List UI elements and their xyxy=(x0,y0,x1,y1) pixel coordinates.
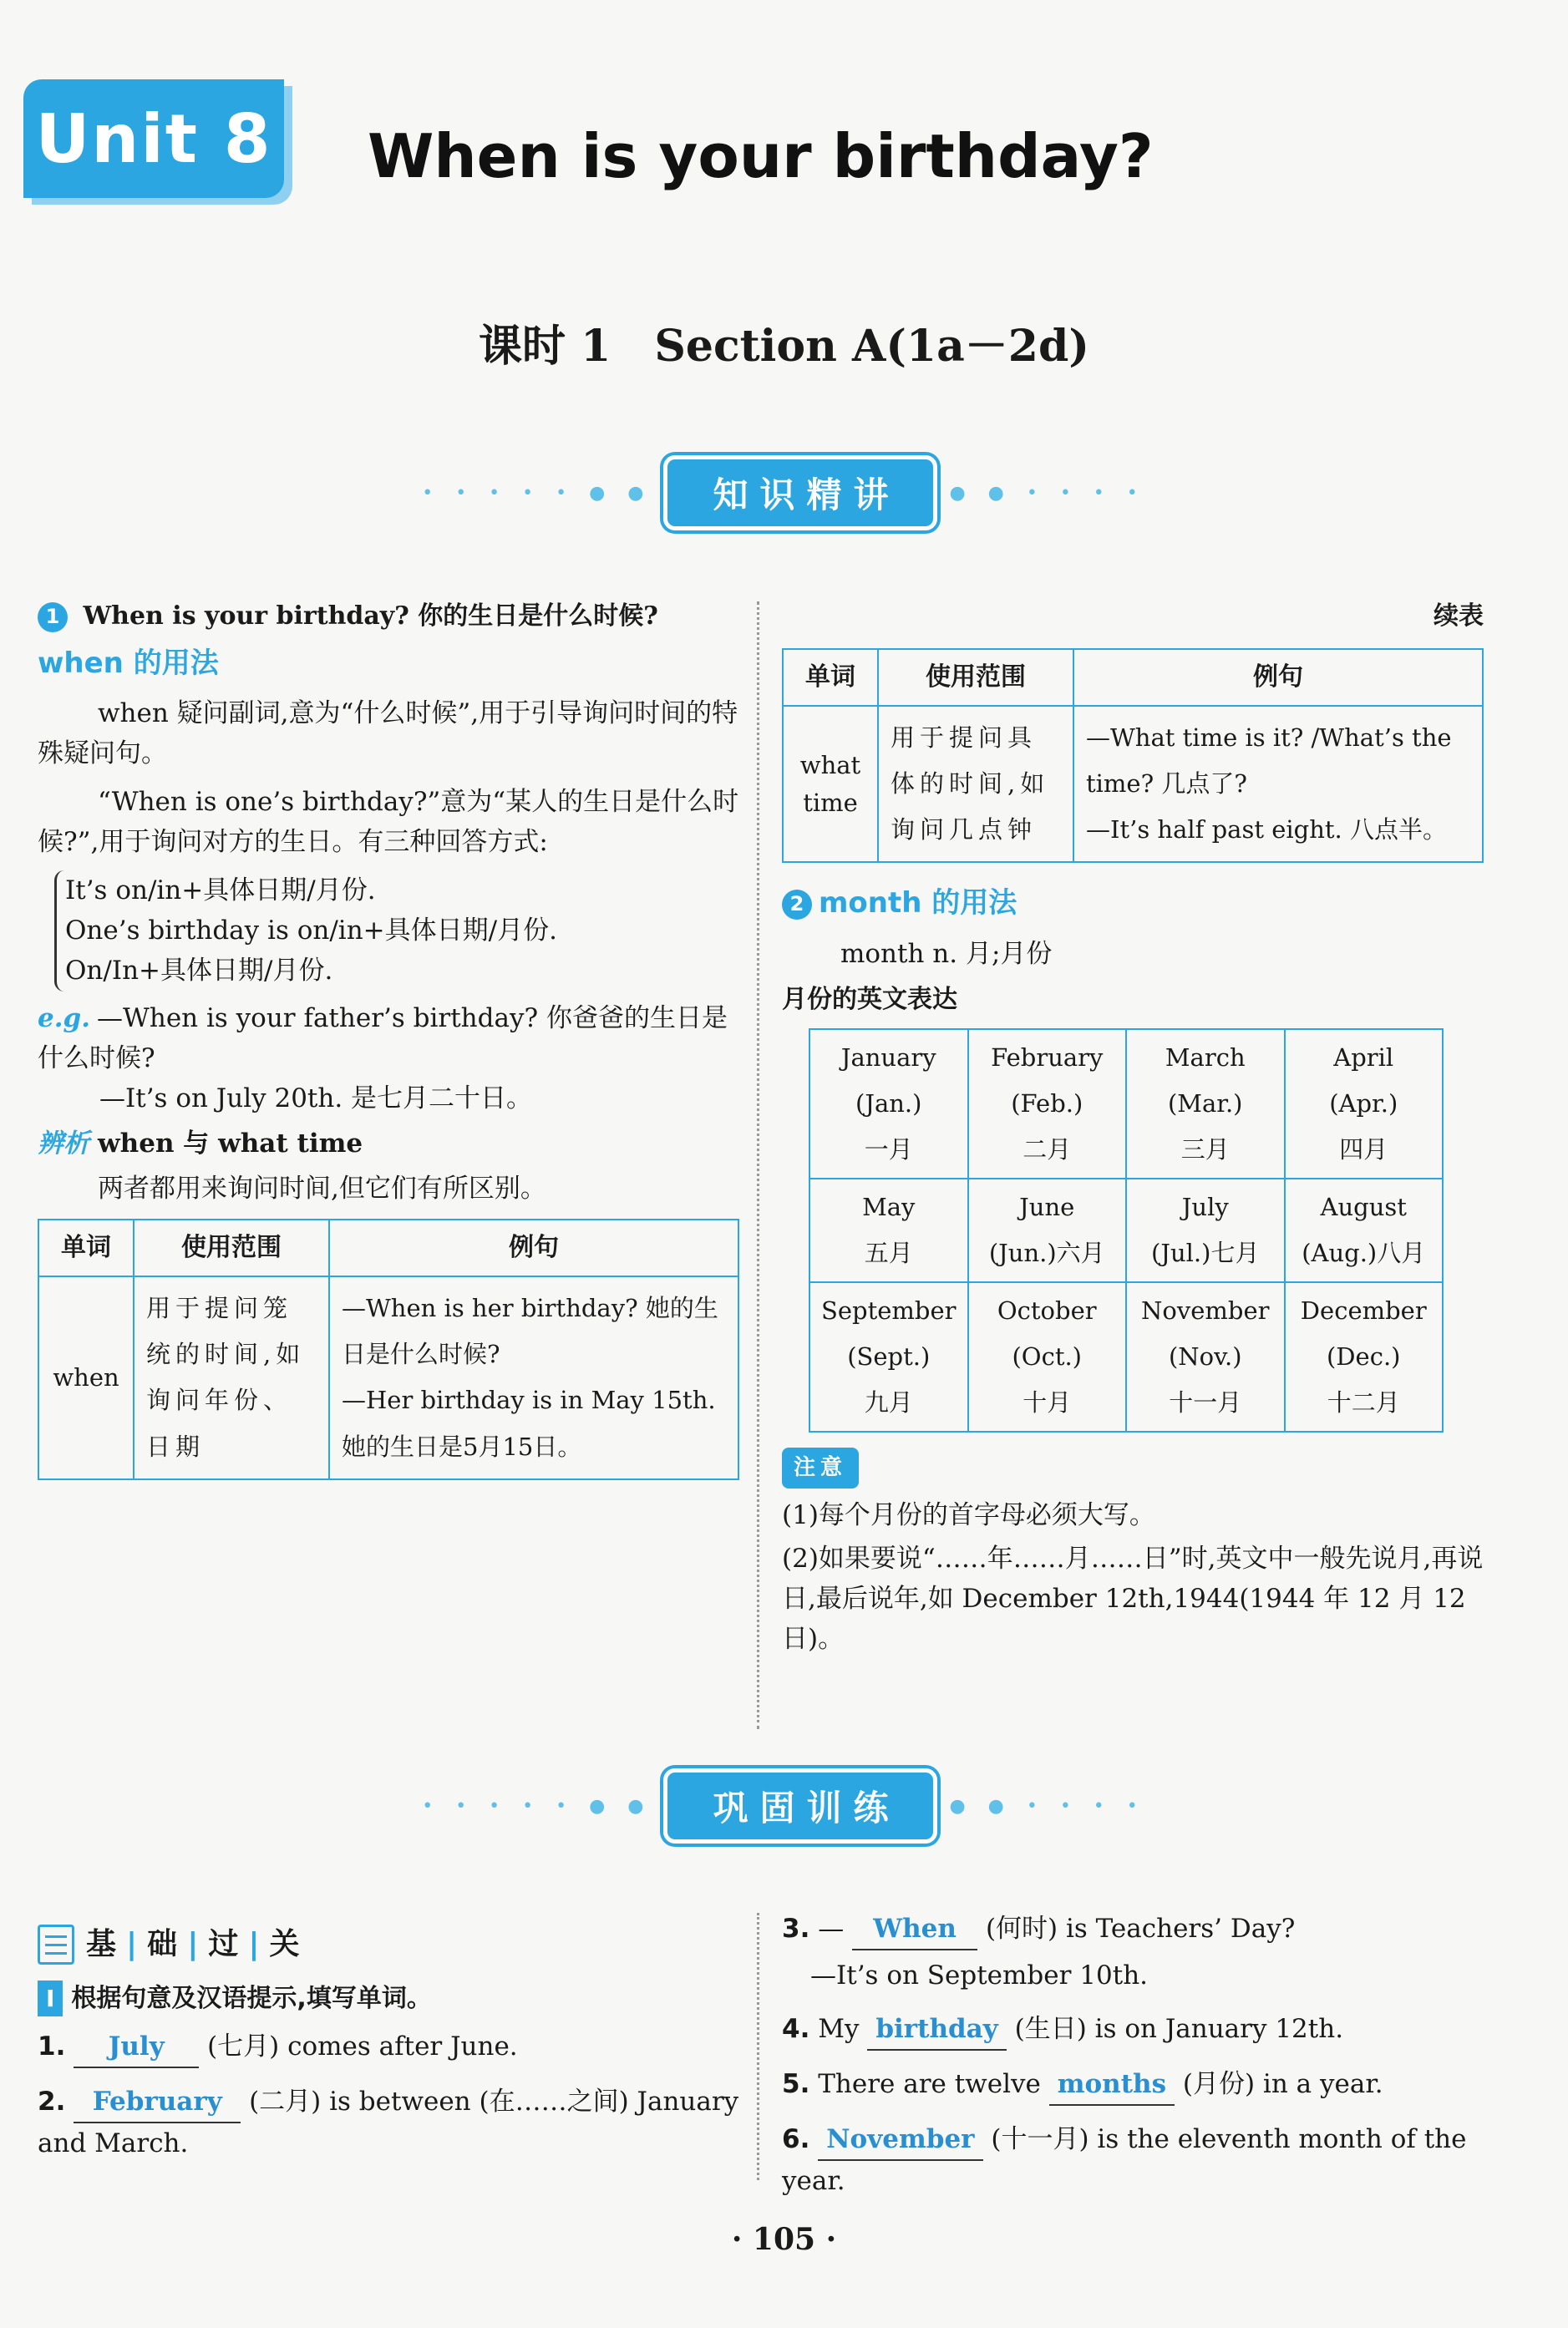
example-answer: —It’s on July 20th. 是七月二十日。 xyxy=(99,1083,533,1113)
answer-blank[interactable]: July xyxy=(74,2026,199,2068)
month-cell: December (Dec.) 十二月 xyxy=(1285,1282,1444,1432)
banner-dots-left: • • • • • ● ● xyxy=(422,482,652,504)
section-banner-practice xyxy=(0,1771,1568,1841)
month-cell: October (Oct.) 十月 xyxy=(968,1282,1127,1432)
bianxi-tag: 辨析 xyxy=(38,1128,89,1159)
month-cell: July (Jul.)七月 xyxy=(1126,1179,1285,1282)
table-cell-example xyxy=(1073,706,1483,862)
point-number-badge: 2 xyxy=(782,890,812,920)
example-line: —What time is it? /What’s the time? 几点了? xyxy=(1086,723,1452,799)
months-label: 月份的英文表达 xyxy=(782,985,957,1015)
month-cell: June (Jun.)六月 xyxy=(968,1179,1127,1282)
table-row xyxy=(809,1282,1443,1432)
months-table xyxy=(809,1028,1444,1433)
question-1: 1. July (七月) comes after June. xyxy=(38,2026,739,2068)
bianxi-text: 两者都用来询问时间,但它们有所区别。 xyxy=(98,1173,546,1204)
table-row xyxy=(783,706,1483,862)
section-banner-knowledge xyxy=(0,458,1568,528)
month-definition: month n. 月;月份 xyxy=(840,938,1053,969)
month-cell: February (Feb.) 二月 xyxy=(968,1029,1127,1179)
answer-pattern: One’s birthday is on/in+具体日期/月份. xyxy=(65,915,557,946)
left-column xyxy=(38,597,739,1480)
column-divider xyxy=(757,601,759,1729)
exercise-number: I xyxy=(38,1981,63,2016)
answer-blank[interactable]: birthday xyxy=(867,2009,1006,2051)
banner-dots-right: ● ● • • • • xyxy=(949,1795,1146,1817)
right-column xyxy=(782,597,1484,1662)
note-line: (1)每个月份的首字母必须大写。 xyxy=(782,1499,1155,1530)
table-row xyxy=(38,1276,738,1478)
example-line: —When is her birthday? 她的生日是什么时候? xyxy=(342,1294,718,1369)
example-line: —Her birthday is in May 15th. 她的生日是5月15日。 xyxy=(342,1386,716,1461)
note-tag: 注意 xyxy=(782,1448,859,1488)
answer-blank[interactable]: months xyxy=(1049,2064,1175,2106)
table-header: 使用范围 xyxy=(878,649,1073,707)
table-cell-usage: 用于提问笼统的时间,如询问年份、日期 xyxy=(134,1276,329,1478)
practice-right xyxy=(782,1909,1484,2214)
banner-dots-right: ● ● • • • • xyxy=(949,482,1146,504)
answer-patterns xyxy=(54,870,739,991)
when-comparison-table xyxy=(38,1219,739,1480)
point-number-badge: 1 xyxy=(38,602,68,632)
answer-pattern: It’s on/in+具体日期/月份. xyxy=(65,875,376,906)
question-4: 4. My birthday (生日) is on January 12th. xyxy=(782,2009,1484,2051)
when-usage-subhead: when 的用法 xyxy=(38,646,219,680)
lesson-title: 课时 1 Section A(1a－2d) xyxy=(479,321,1089,372)
month-cell: April (Apr.) 四月 xyxy=(1285,1029,1444,1179)
eg-label: e.g. xyxy=(38,1002,90,1033)
table-cell-word: what time xyxy=(783,706,878,862)
month-cell: November (Nov.) 十一月 xyxy=(1126,1282,1285,1432)
question-2: 2. February (二月) is between (在……之间) January and March. xyxy=(38,2082,739,2163)
what-time-comparison-table xyxy=(782,648,1484,864)
table-cell-usage: 用于提问具体的时间,如询问几点钟 xyxy=(878,706,1073,862)
exercise-instruction xyxy=(38,1980,739,2019)
month-cell: March (Mar.) 三月 xyxy=(1126,1029,1285,1179)
question-5: 5. There are twelve months (月份) in a year. xyxy=(782,2064,1484,2106)
column-divider xyxy=(757,1913,759,2180)
example-question xyxy=(38,998,739,1078)
answer-blank[interactable]: November xyxy=(818,2119,982,2161)
answer-blank[interactable]: February xyxy=(74,2082,241,2123)
month-usage-subhead xyxy=(782,881,1484,926)
page-number: · 105 · xyxy=(731,2222,837,2257)
example-question-text: —When is your father’s birthday? 你爸爸的生日是什么时候? xyxy=(38,1002,728,1073)
month-cell: January (Jan.) 一月 xyxy=(809,1029,968,1179)
month-cell: August (Aug.)八月 xyxy=(1285,1179,1444,1282)
table-header: 单词 xyxy=(783,649,878,707)
question-3-reply: —It’s on September 10th. xyxy=(810,1960,1149,1991)
table-cell-example xyxy=(329,1276,738,1478)
question-6: 6. November (十一月) is the eleventh month of the year. xyxy=(782,2119,1484,2201)
question-3: 3. — When (何时) is Teachers’ Day? xyxy=(782,1909,1484,1950)
point-1-heading-text: When is your birthday? 你的生日是什么时候? xyxy=(83,601,658,631)
answer-pattern: On/In+具体日期/月份. xyxy=(65,956,333,986)
answer-blank[interactable]: When xyxy=(852,1909,977,1950)
continued-label: 续表 xyxy=(1434,601,1484,631)
table-header: 例句 xyxy=(1073,649,1483,707)
month-cell: September (Sept.) 九月 xyxy=(809,1282,968,1432)
banner-dots-left: • • • • • ● ● xyxy=(422,1795,652,1817)
basic-section-heading: 基 | 础 | 过 | 关 xyxy=(38,1921,739,1968)
point-1-heading xyxy=(38,597,739,637)
exercise-instruction-text: 根据句意及汉语提示,填写单词。 xyxy=(71,1983,432,2013)
bianxi-heading xyxy=(38,1123,739,1164)
table-header: 例句 xyxy=(329,1220,738,1277)
table-row xyxy=(809,1029,1443,1179)
month-usage-subhead-text: month 的用法 xyxy=(819,886,1017,921)
table-header: 使用范围 xyxy=(134,1220,329,1277)
banner-label: 知识精讲 xyxy=(663,455,937,530)
when-definition: when 疑问副词,意为“什么时候”,用于引导询问时间的特殊疑问句。 xyxy=(38,698,738,769)
month-cell: May 五月 xyxy=(809,1179,968,1282)
table-cell-word: when xyxy=(38,1276,134,1478)
unit-badge: Unit 8 xyxy=(23,79,284,198)
note-line: (2)如果要说“……年……月……日”时,英文中一般先说月,再说日,最后说年,如 December 12th,1944(1944 年 12 月 12 日)。 xyxy=(782,1543,1484,1654)
practice-left xyxy=(38,1921,739,2177)
banner-label: 巩固训练 xyxy=(663,1768,937,1844)
example-line: —It’s half past eight. 八点半。 xyxy=(1086,815,1447,844)
table-row xyxy=(809,1179,1443,1282)
unit-title: When is your birthday? xyxy=(368,121,1154,191)
notebook-icon xyxy=(38,1925,74,1965)
bianxi-title: when 与 what time xyxy=(98,1128,363,1159)
table-header: 单词 xyxy=(38,1220,134,1277)
birthday-question-explanation: “When is one’s birthday?”意为“某人的生日是什么时候?”,用于询问对方的生日。有三种回答方式: xyxy=(38,787,739,858)
